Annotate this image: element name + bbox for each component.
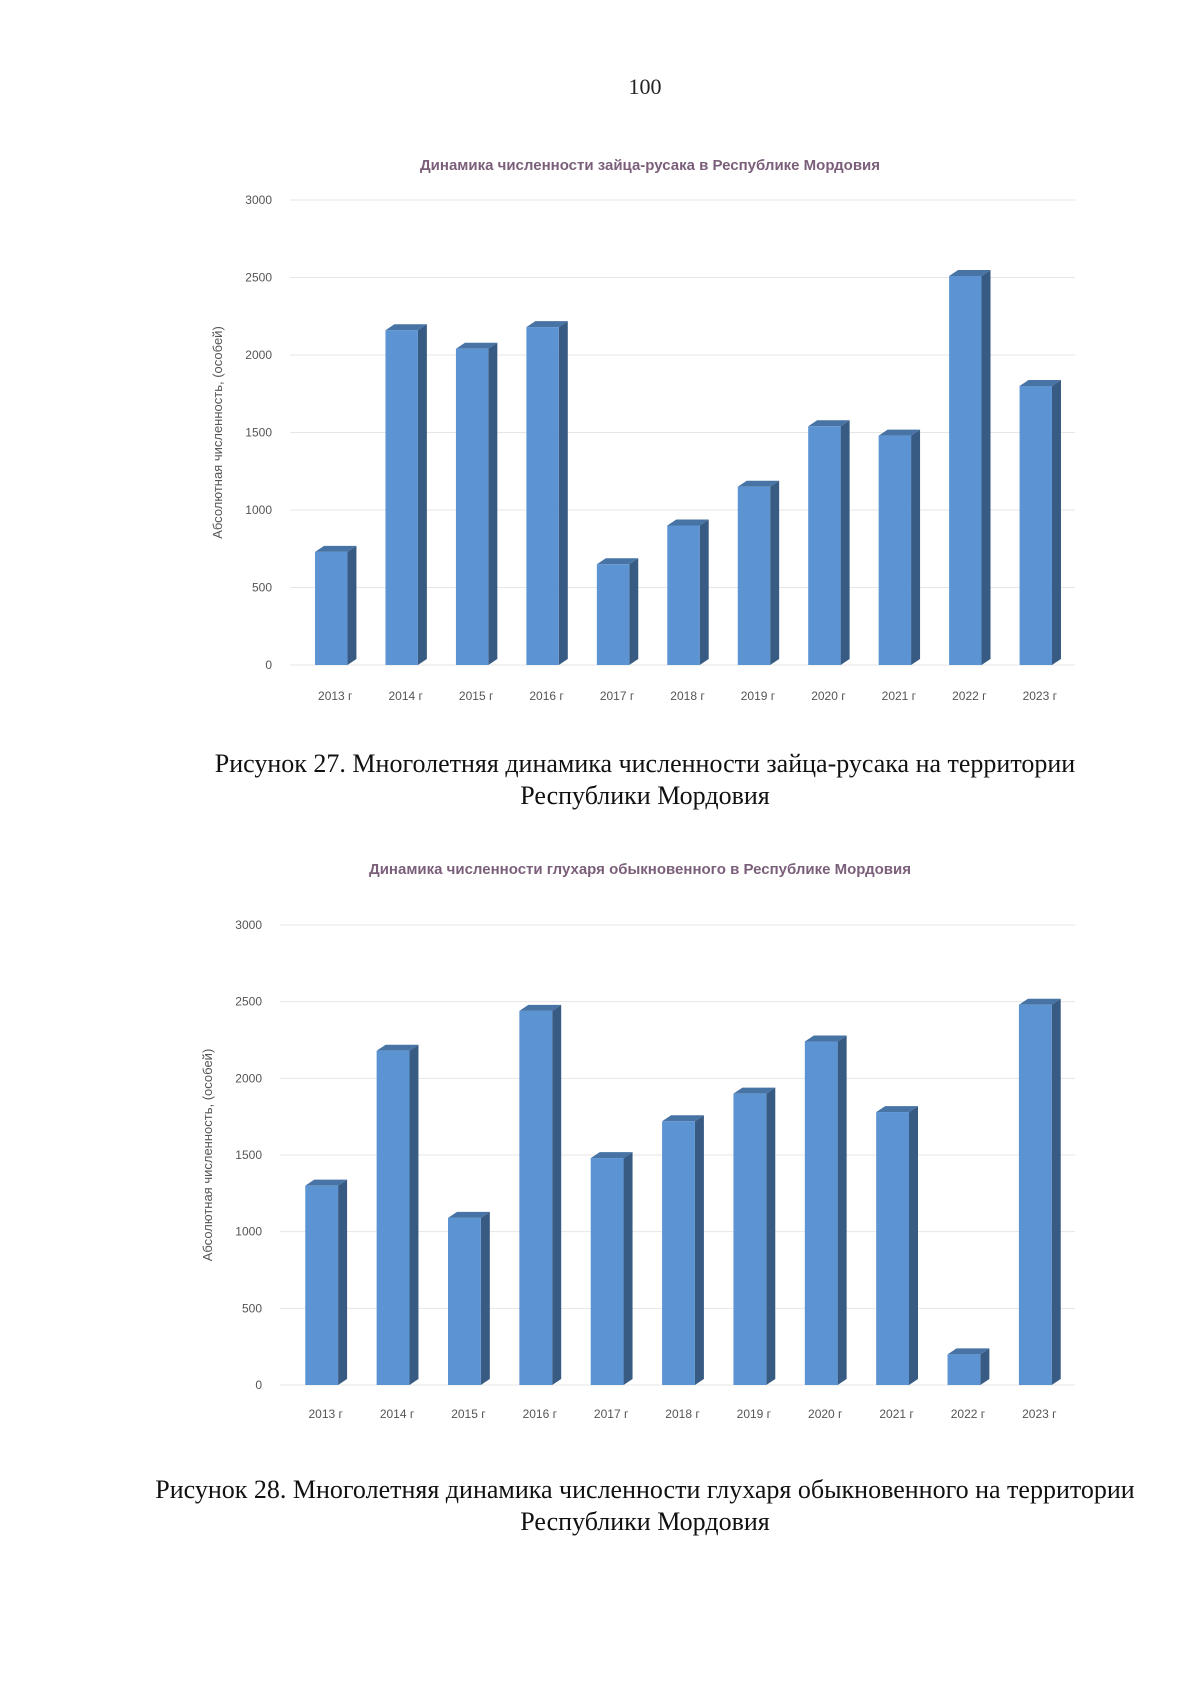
- bar-side: [700, 520, 709, 666]
- chart-grouse: [0, 850, 1200, 1430]
- bar: [526, 321, 567, 665]
- x-tick-label: 2019 г: [740, 689, 776, 703]
- y-tick-label: 1500: [245, 425, 272, 440]
- bar-side: [841, 420, 850, 665]
- bar-side: [838, 1036, 847, 1385]
- x-tick-label: 2018 г: [665, 1407, 700, 1421]
- bar-front: [1020, 386, 1052, 665]
- y-tick-label: 0: [265, 658, 272, 672]
- bar: [733, 1088, 775, 1385]
- x-tick-label: 2017 г: [593, 1407, 629, 1421]
- bar: [456, 343, 497, 665]
- bar-side: [418, 324, 427, 665]
- y-tick-label: 1000: [235, 1224, 262, 1239]
- y-tick-label: 1000: [245, 503, 272, 517]
- bar: [448, 1212, 490, 1385]
- y-tick-label: 1500: [235, 1148, 262, 1162]
- bar: [1020, 380, 1061, 665]
- bar-side: [338, 1180, 347, 1385]
- x-tick-label: 2014 г: [379, 1407, 415, 1421]
- bar-front: [805, 1042, 838, 1385]
- bar-front: [448, 1218, 481, 1385]
- y-tick-label: 500: [251, 580, 272, 595]
- chart-title: Динамика численности глухаря обыкновенного в Республике Мордовия: [369, 861, 911, 878]
- bar-front: [526, 327, 558, 665]
- bar-side: [629, 558, 638, 665]
- bar-side: [552, 1005, 561, 1385]
- x-tick-label: 2016 г: [522, 1407, 557, 1421]
- bar-front: [519, 1011, 552, 1385]
- bar: [597, 558, 638, 665]
- y-axis-title: Абсолютная численность, (особей): [210, 326, 225, 539]
- x-tick-label: 2015 г: [451, 1407, 486, 1421]
- bar-front: [305, 1186, 338, 1385]
- bar: [385, 324, 426, 665]
- bar: [879, 430, 920, 665]
- bar-front: [948, 1354, 981, 1385]
- x-tick-label: 2014 г: [388, 689, 423, 703]
- bar-front: [949, 276, 981, 665]
- bar-side: [1052, 380, 1061, 665]
- bar: [377, 1045, 419, 1385]
- bar: [315, 546, 356, 665]
- bar: [949, 270, 990, 665]
- bar-side: [766, 1088, 775, 1385]
- bar-front: [597, 564, 629, 665]
- bar: [948, 1348, 990, 1385]
- x-tick-label: 2016 г: [529, 689, 564, 703]
- bar: [519, 1005, 561, 1385]
- bar-front: [662, 1121, 695, 1385]
- chart-hare-svg: [0, 140, 1200, 720]
- y-tick-label: 3000: [235, 918, 262, 932]
- bar: [1019, 999, 1061, 1385]
- x-tick-label: 2013 г: [318, 689, 353, 703]
- bar-side: [1052, 999, 1061, 1385]
- y-axis-title: Абсолютная численность, (особей): [200, 1048, 215, 1262]
- x-tick-label: 2023 г: [1022, 1407, 1057, 1421]
- bar-side: [695, 1115, 704, 1385]
- bar-front: [591, 1158, 624, 1385]
- bar-front: [733, 1094, 766, 1385]
- y-tick-label: 500: [241, 1301, 262, 1316]
- bar-front: [1019, 1005, 1052, 1385]
- x-tick-label: 2013 г: [308, 1407, 343, 1421]
- bar-front: [876, 1112, 909, 1385]
- x-tick-label: 2022 г: [950, 1407, 986, 1421]
- y-tick-label: 3000: [245, 193, 272, 207]
- bar-front: [315, 552, 347, 665]
- bar-front: [385, 330, 417, 665]
- chart-title: Динамика численности зайца-русака в Республике Мордовия: [419, 157, 881, 174]
- x-tick-label: 2018 г: [670, 689, 705, 703]
- x-tick-label: 2022 г: [952, 689, 987, 703]
- bar: [808, 420, 849, 665]
- y-tick-label: 2500: [245, 270, 272, 285]
- y-tick-label: 2500: [235, 994, 262, 1009]
- chart-grouse-svg: [0, 850, 1200, 1430]
- bar-side: [488, 343, 497, 665]
- bar: [876, 1106, 918, 1385]
- bar-side: [624, 1152, 633, 1385]
- bar-front: [377, 1051, 410, 1385]
- chart-hare: [0, 140, 1200, 720]
- bar: [305, 1180, 347, 1385]
- x-tick-label: 2020 г: [808, 1407, 843, 1421]
- y-tick-label: 0: [255, 1378, 262, 1392]
- bar-front: [456, 349, 488, 665]
- x-tick-label: 2023 г: [1022, 689, 1057, 703]
- figure-28-caption: Рисунок 28. Многолетняя динамика численности глухаря обыкновенного на территории Республики Мордовия: [155, 1475, 1135, 1536]
- x-tick-label: 2019 г: [736, 1407, 772, 1421]
- page-number: 100: [628, 74, 662, 99]
- bar-side: [559, 321, 568, 665]
- bar-front: [738, 487, 770, 665]
- bar: [662, 1115, 704, 1385]
- bar-side: [980, 1348, 989, 1385]
- x-tick-label: 2020 г: [811, 689, 846, 703]
- x-tick-label: 2021 г: [881, 689, 917, 703]
- bar: [591, 1152, 633, 1385]
- bar: [667, 520, 708, 666]
- bar-front: [879, 436, 911, 665]
- bar: [805, 1036, 847, 1385]
- bar-side: [481, 1212, 490, 1385]
- y-tick-label: 2000: [245, 348, 272, 362]
- bar: [738, 481, 779, 665]
- bar-front: [667, 526, 699, 666]
- bar-side: [409, 1045, 418, 1385]
- x-tick-label: 2015 г: [458, 689, 494, 703]
- figure-27-caption: Рисунок 27. Многолетняя динамика численности зайца-русака на территории Республики Мордовия: [214, 749, 1076, 810]
- bar-side: [770, 481, 779, 665]
- y-tick-label: 2000: [235, 1071, 262, 1086]
- bar-side: [347, 546, 356, 665]
- x-tick-label: 2017 г: [599, 689, 635, 703]
- bar-side: [909, 1106, 918, 1385]
- x-tick-label: 2021 г: [879, 1407, 914, 1421]
- bar-side: [911, 430, 920, 665]
- bar-front: [808, 426, 840, 665]
- bar-side: [982, 270, 991, 665]
